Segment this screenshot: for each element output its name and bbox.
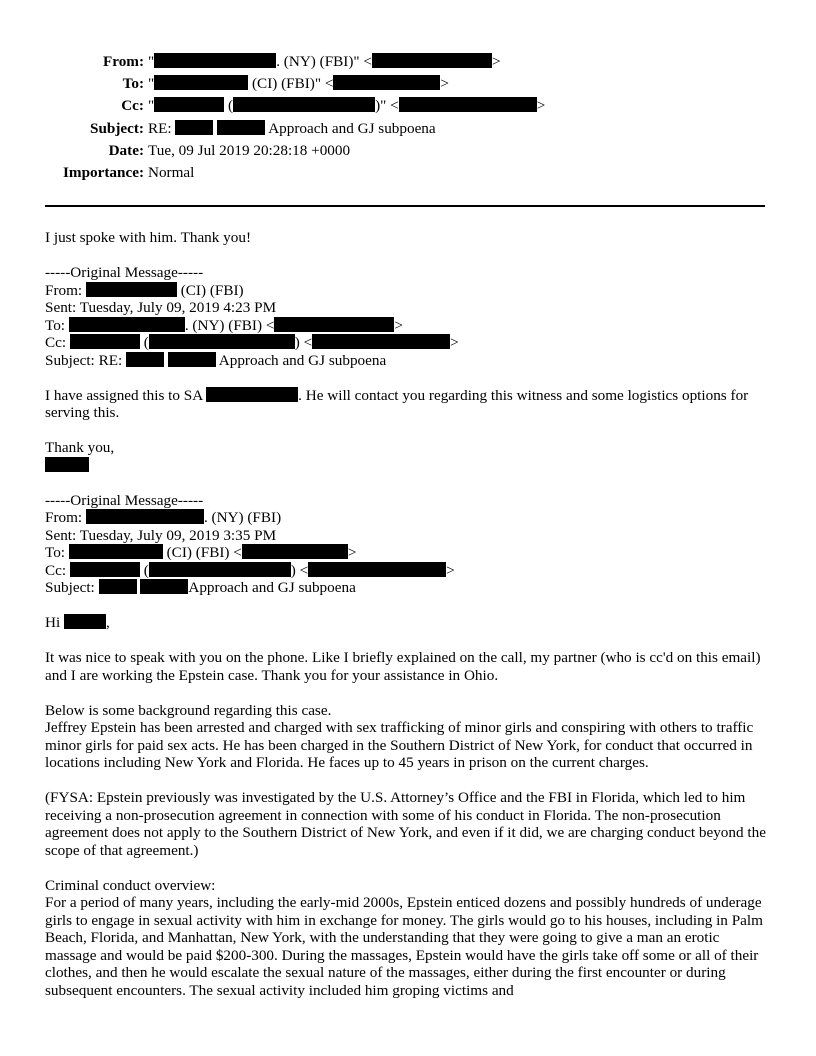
redaction-box	[86, 282, 177, 297]
orig2-cc: Cc: ( ) < >	[45, 561, 455, 579]
cc-value: " ( )" < >	[148, 97, 546, 115]
redaction-box	[308, 562, 446, 577]
cc-label: Cc:	[121, 97, 144, 115]
header-subject-row	[0, 120, 816, 142]
redaction-box	[154, 97, 224, 112]
redaction-box	[149, 562, 291, 577]
redaction-box	[233, 97, 375, 112]
redaction-box	[126, 352, 164, 367]
redaction-box	[274, 317, 394, 332]
orig2-paragraph-1: It was nice to speak with you on the phone. Like I briefly explained on the call, my partner (who is cc'd on this email) and I are working the Epstein case. Thank you for your assistance in Ohio.	[45, 649, 761, 684]
header-divider	[45, 205, 765, 207]
orig1-thanks: Thank you,	[45, 439, 115, 456]
redaction-box	[154, 53, 276, 68]
header-from-row	[0, 53, 816, 75]
orig2-sent: Sent: Tuesday, July 09, 2019 3:35 PM	[45, 526, 277, 544]
date-label: Date:	[108, 141, 144, 159]
redaction-box	[242, 544, 348, 559]
orig2-paragraph-4: For a period of many years, including the early-mid 2000s, Epstein enticed dozens and possibly hundreds of underage girls to engage in sexual activity with him in exchange for money. The girls would go to his houses, including in Palm Beach, Florida, and Manhattan, New York, with the understanding that they were going to give a man an erotic massage and would be paid $200-300. During the massages, Epstein would have the girls take off some or all of their clothes, and then he would escalate the sexual nature of the massages, either during the first encounter or during subsequent encounters. The sexual activity included him groping victims and	[45, 894, 763, 999]
orig2-paragraph-2: Jeffrey Epstein has been arrested and charged with sex trafficking of minor girls and conspiring with others to traffic minor girls for paid sex acts. He has been charged in the Southern District of New York, for conduct that occurred in locations including New York and Florida. He faces up to 45 years in prison on the current charges.	[45, 719, 754, 771]
redaction-box	[70, 334, 140, 349]
email-header	[0, 53, 816, 186]
redaction-box	[70, 562, 140, 577]
header-to-row	[0, 75, 816, 97]
orig2-subject: Subject: Approach and GJ subpoena	[45, 579, 356, 596]
orig1-subject: Subject: RE: Approach and GJ subpoena	[45, 351, 387, 369]
importance-label: Importance:	[63, 163, 144, 181]
original-message-divider: -----Original Message-----	[45, 491, 204, 509]
importance-value: Normal	[148, 163, 195, 181]
redaction-box	[86, 509, 204, 524]
redaction-box	[149, 334, 295, 349]
orig2-greeting: Hi ,	[45, 614, 110, 631]
redaction-box	[64, 614, 106, 629]
orig1-from: From: (CI) (FBI)	[45, 281, 244, 299]
header-importance-row	[0, 164, 816, 186]
orig1-signature	[45, 457, 767, 475]
redaction-box	[217, 120, 265, 135]
from-value: " . (NY) (FBI)" < >	[148, 53, 501, 70]
redaction-box	[168, 352, 216, 367]
original-message-divider: -----Original Message-----	[45, 264, 204, 281]
reply-text: I just spoke with him. Thank you!	[45, 229, 252, 246]
redaction-box	[206, 387, 298, 402]
redaction-box	[154, 75, 248, 90]
header-date-row	[0, 142, 816, 164]
orig2-background-heading: Below is some background regarding this case.	[45, 701, 332, 719]
redaction-box	[69, 544, 163, 559]
redaction-box	[140, 579, 188, 594]
orig2-conduct-heading: Criminal conduct overview:	[45, 876, 216, 894]
redaction-box	[399, 97, 537, 112]
header-cc-row	[0, 97, 816, 119]
subject-label: Subject:	[90, 119, 144, 137]
orig1-cc: Cc: ( ) < >	[45, 334, 459, 351]
date-value: Tue, 09 Jul 2019 20:28:18 +0000	[148, 141, 351, 159]
redaction-box	[312, 334, 450, 349]
subject-value: RE: Approach and GJ subpoena	[148, 119, 436, 137]
orig2-paragraph-3: (FYSA: Epstein previously was investigated by the U.S. Attorney’s Office and the FBI in Florida, which led to him receiving a non-prosecution agreement in connection with some of his conduct in Florida. The non-prosecution agreement does not apply to the Southern District of New York, and even if it did, we are charging conduct beyond the scope of that agreement.)	[45, 789, 766, 859]
redaction-box	[99, 579, 137, 594]
email-body	[45, 229, 767, 999]
redaction-box	[372, 53, 492, 68]
orig1-sent: Sent: Tuesday, July 09, 2019 4:23 PM	[45, 299, 277, 316]
orig2-from: From: . (NY) (FBI)	[45, 509, 282, 526]
to-value: " (CI) (FBI)" < >	[148, 75, 449, 93]
from-label: From:	[102, 53, 144, 70]
redaction-box	[333, 75, 440, 90]
redaction-box	[45, 457, 89, 472]
orig2-to: To: (CI) (FBI) < >	[45, 544, 357, 561]
to-label: To:	[122, 75, 144, 93]
orig1-to: To: . (NY) (FBI) < >	[45, 316, 403, 334]
redaction-box	[175, 120, 213, 135]
redaction-box	[69, 317, 185, 332]
orig1-body: I have assigned this to SA . He will contact you regarding this witness and some logistics options for serving this.	[45, 386, 749, 421]
